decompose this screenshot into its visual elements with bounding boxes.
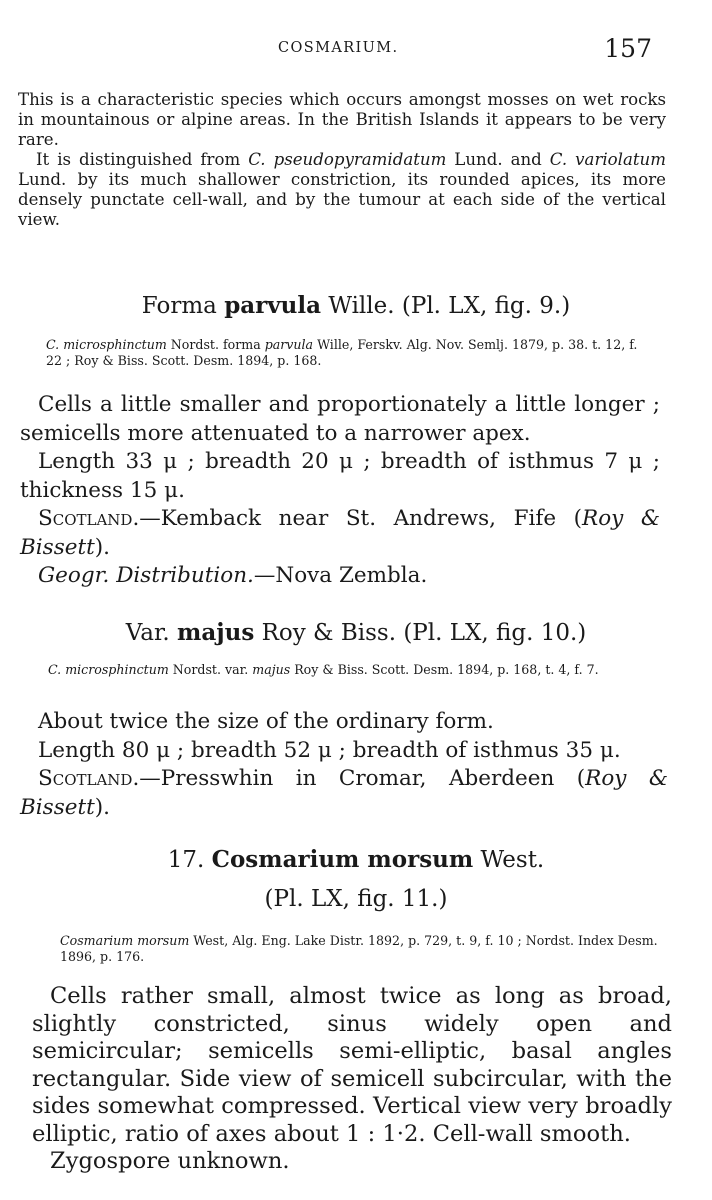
- intro-section: [18, 90, 666, 230]
- intro-paragraph-2: It is distinguished from C. pseudopyramidatum Lund. and C. variolatum Lund. by its much shallower constriction, its rounded apices, its more densely punctate cell-wall, and by the tumour at each side of the vertical view.: [18, 150, 666, 229]
- var-majus-locality: Scotland.—Presswhin in Cromar, Aberdeen (Roy & Bissett).: [20, 766, 668, 820]
- species-17-heading: 17. Cosmarium morsum West.: [167, 846, 545, 873]
- forma-parvula-locality: Scotland.—Kemback near St. Andrews, Fife (Roy & Bissett).: [20, 506, 660, 560]
- forma-parvula-description: Cells a little smaller and proportionately a little longer ; semicells more attenuated to a narrower apex.: [20, 392, 660, 446]
- running-head: [0, 34, 712, 64]
- var-majus-dimensions: Length 80 μ ; breadth 52 μ ; breadth of isthmus 35 μ.: [38, 737, 621, 763]
- intro-paragraph-1: This is a characteristic species which occurs amongst mosses on wet rocks in mountainous or alpine areas. In the British Islands it appears to be very rare.: [18, 90, 666, 149]
- species-17-synonymy: Cosmarium morsum West, Alg. Eng. Lake Distr. 1892, p. 729, t. 9, f. 10 ; Nordst. Index Desm. 1896, p. 176.: [60, 933, 658, 964]
- species-17-body: [32, 983, 672, 1176]
- species-17-zygospore: Zygospore unknown.: [50, 1148, 290, 1174]
- forma-parvula-synonymy: C. microsphinctum Nordst. forma parvula Wille, Ferskv. Alg. Nov. Semlj. 1879, p. 38. t. 12, f. 22 ; Roy & Biss. Scott. Desm. 1894, p. 168.: [46, 337, 638, 368]
- forma-parvula-body: [20, 391, 660, 591]
- forma-parvula-dimensions: Length 33 μ ; breadth 20 μ ; breadth of isthmus 7 μ ; thickness 15 μ.: [20, 449, 660, 503]
- running-title: COSMARIUM.: [278, 40, 399, 56]
- forma-parvula-distribution: Geogr. Distribution.—Nova Zembla.: [38, 563, 428, 588]
- page-number: 157: [604, 34, 652, 63]
- forma-parvula-heading: Forma parvula Wille. (Pl. LX, fig. 9.): [141, 292, 571, 319]
- species-17-plate: (Pl. LX, fig. 11.): [264, 886, 448, 912]
- var-majus-synonymy: C. microsphinctum Nordst. var. majus Roy & Biss. Scott. Desm. 1894, p. 168, t. 4, f. 7.: [48, 662, 599, 677]
- species-17-description: Cells rather small, almost twice as long as broad, slightly constricted, sinus widely open and semicircular; semicells semi-elliptic, basal angles rectangular. Side view of semicell subcircular, with the sides somewhat compressed. Vertical view very broadly elliptic, ratio of axes about 1 : 1·2. Cell-wall smooth.: [32, 983, 672, 1147]
- var-majus-description: About twice the size of the ordinary form.: [38, 709, 494, 734]
- var-majus-body: [20, 708, 668, 822]
- var-majus-heading: Var. majus Roy & Biss. (Pl. LX, fig. 10.): [125, 619, 587, 646]
